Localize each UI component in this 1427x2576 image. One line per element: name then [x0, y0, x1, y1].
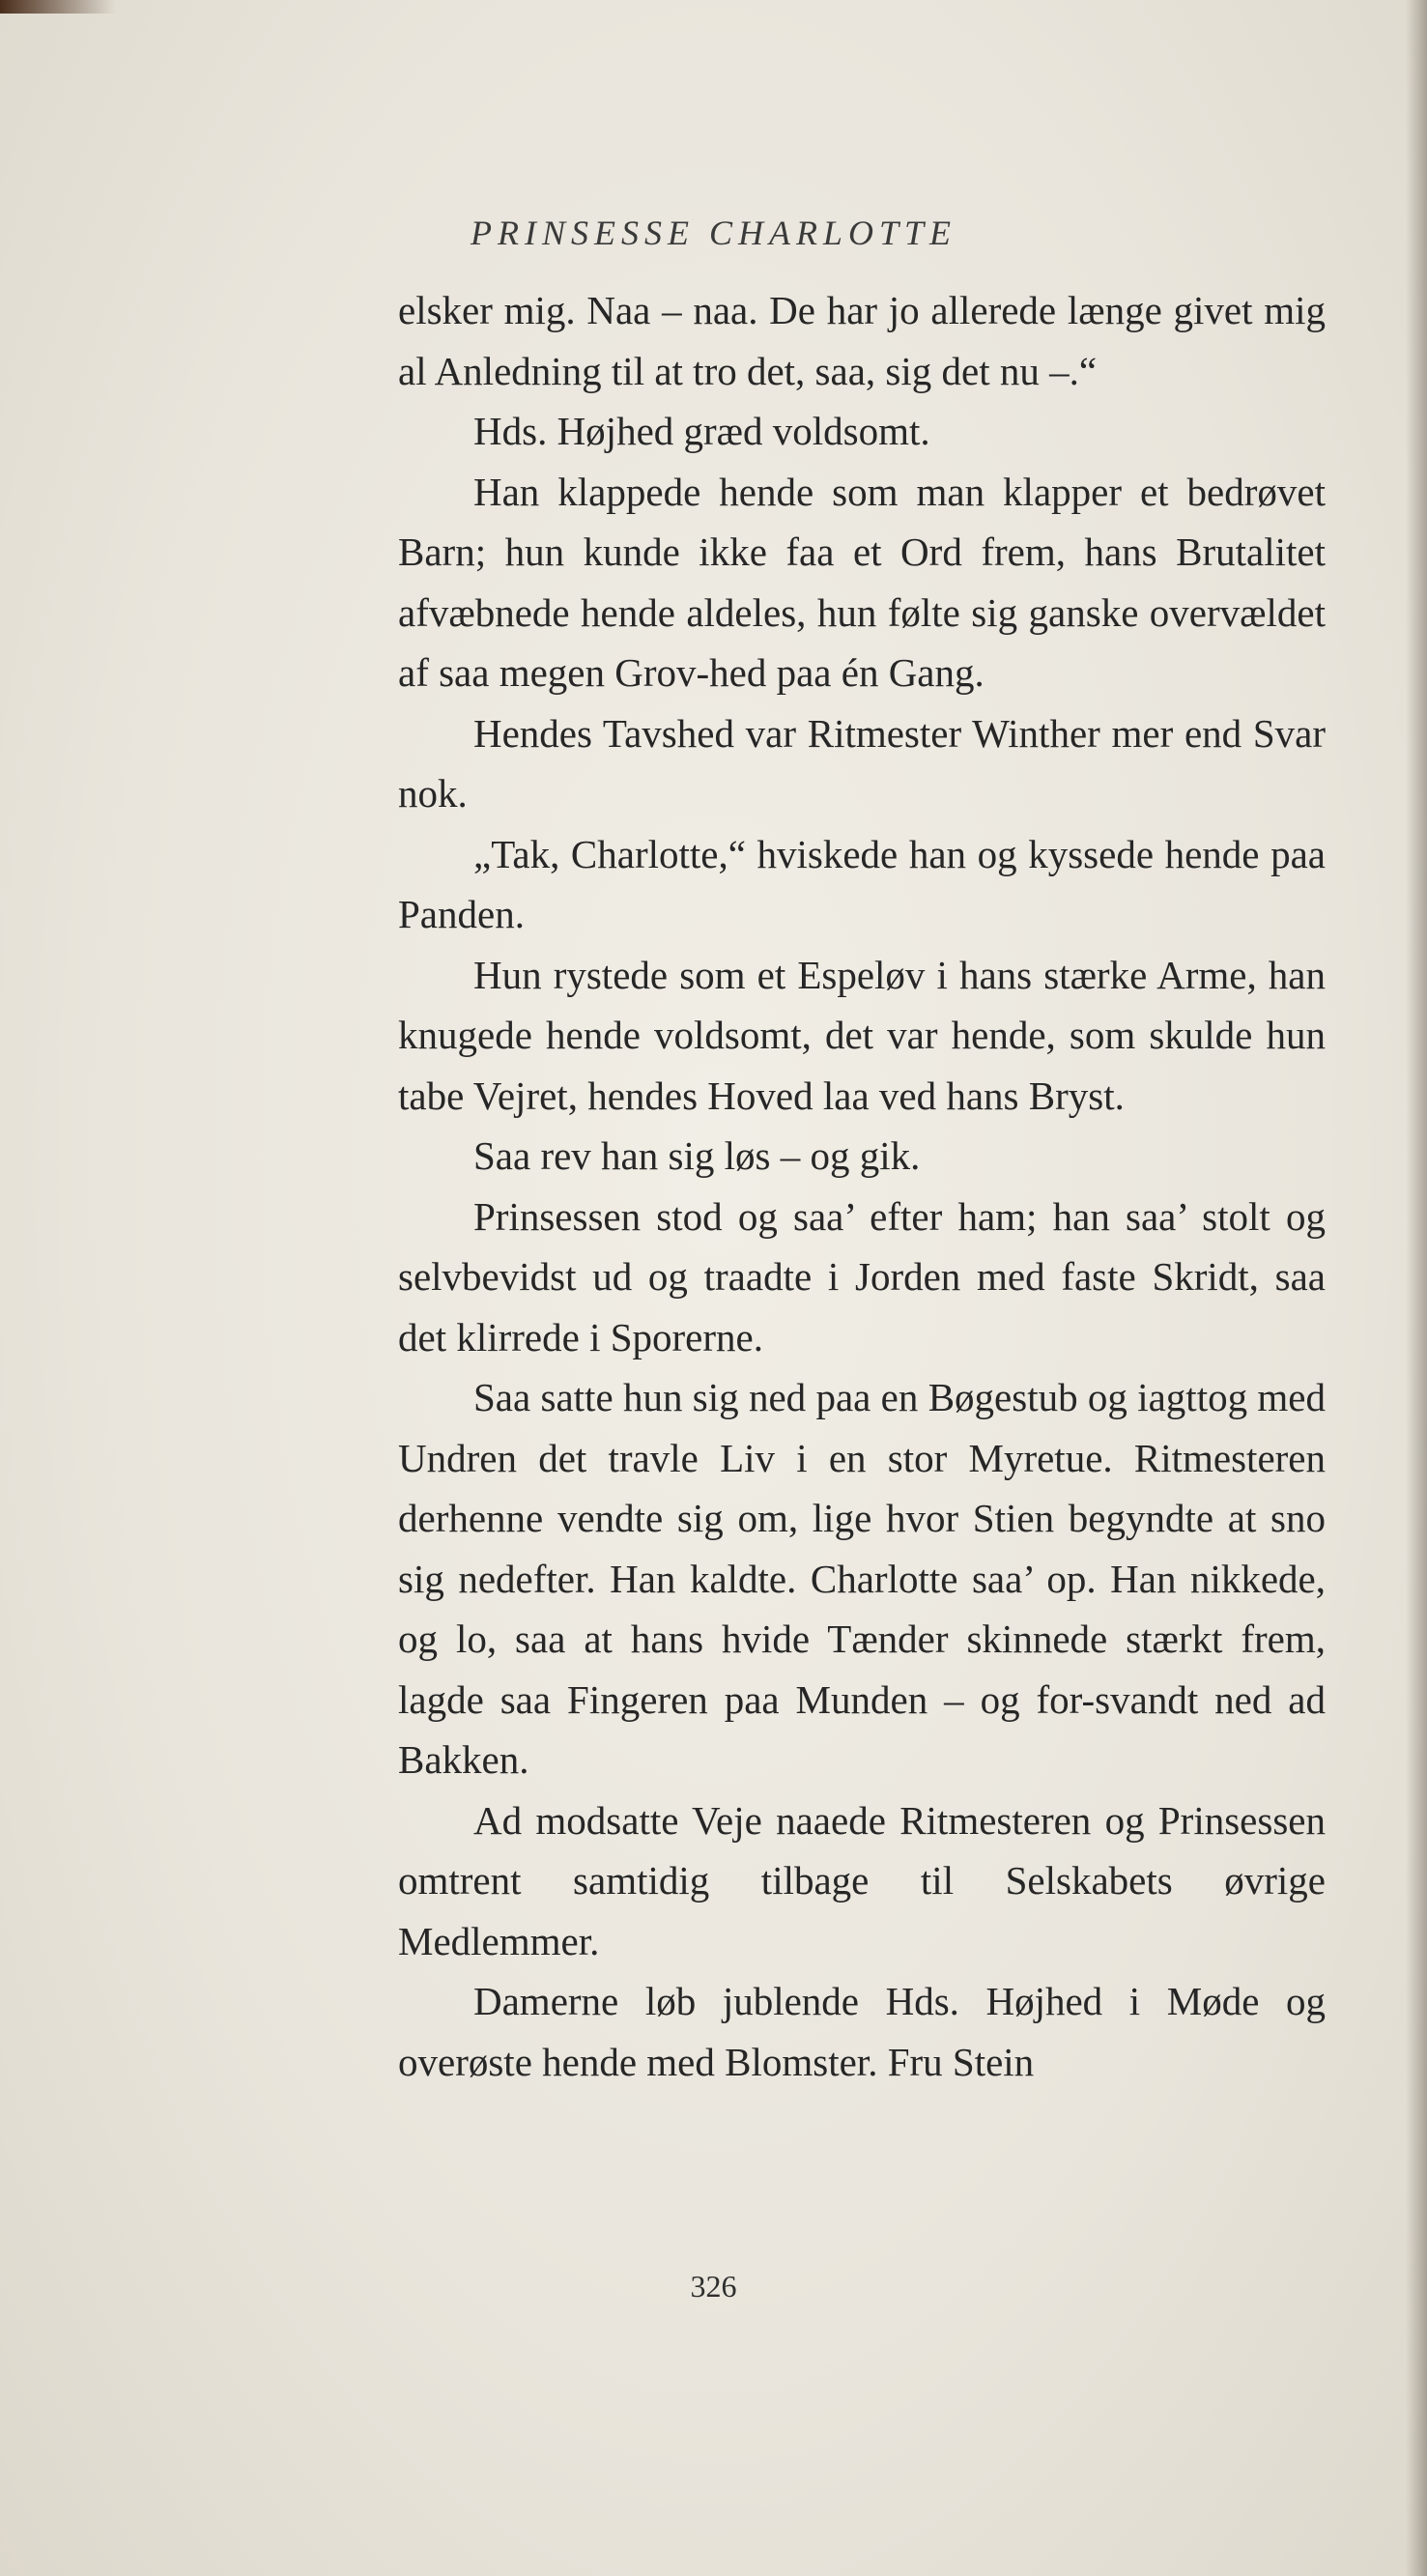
paragraph: Han klappede hende som man klapper et bedrøvet Barn; hun kunde ikke faa et Ord frem, hans Brutalitet afvæbnede hende aldeles, hun følte sig ganske overvældet af saa megen Grov-hed paa én Gang. [398, 469, 1326, 695]
paragraph: Saa rev han sig løs – og gik. [473, 1133, 921, 1178]
paragraph: Hun rystede som et Espeløv i hans stærke Arme, han knugede hende voldsomt, det var hende, som skulde hun tabe Vejret, hendes Hoved laa ved hans Bryst. [398, 952, 1326, 1118]
paragraph: Saa satte hun sig ned paa en Bøgestub og iagttog med Undren det travle Liv i en stor Myretue. Ritmesteren derhenne vendte sig om, lige hvor Stien begyndte at sno sig nedefter. Han kaldte. Charlotte saa’ op. Han nikkede, og lo, saa at hans hvide Tænder skinnede stærkt frem, lagde saa Fingeren paa Munden – og for-svandt ned ad Bakken. [398, 1375, 1326, 1782]
paragraph: „Tak, Charlotte,“ hviskede han og kyssede hende paa Panden. [398, 831, 1326, 936]
running-header: PRINSESSE CHARLOTTE [470, 214, 956, 252]
paragraph: Prinsessen stod og saa’ efter ham; han saa’ stolt og selvbevidst ud og traadte i Jorden med faste Skridt, saa det klirrede i Sporerne. [398, 1193, 1326, 1360]
paragraph: Hds. Højhed græd voldsomt. [473, 409, 930, 453]
page-number: 326 [690, 2269, 737, 2304]
body-text [398, 280, 1326, 2092]
page-corner-stain [0, 0, 116, 14]
paragraph: Ad modsatte Veje naaede Ritmesteren og Prinsessen omtrent samtidig tilbage til Selskabets øvrige Medlemmer. [398, 1797, 1326, 1963]
paragraph: elsker mig. Naa – naa. De har jo allerede længe givet mig al Anledning til at tro det, saa, sig det nu –.“ [398, 288, 1326, 393]
page-edge-shadow [1406, 0, 1427, 2576]
paragraph: Damerne løb jublende Hds. Højhed i Møde og overøste hende med Blomster. Fru Stein [398, 1979, 1326, 2084]
paragraph: Hendes Tavshed var Ritmester Winther mer end Svar nok. [398, 710, 1326, 816]
